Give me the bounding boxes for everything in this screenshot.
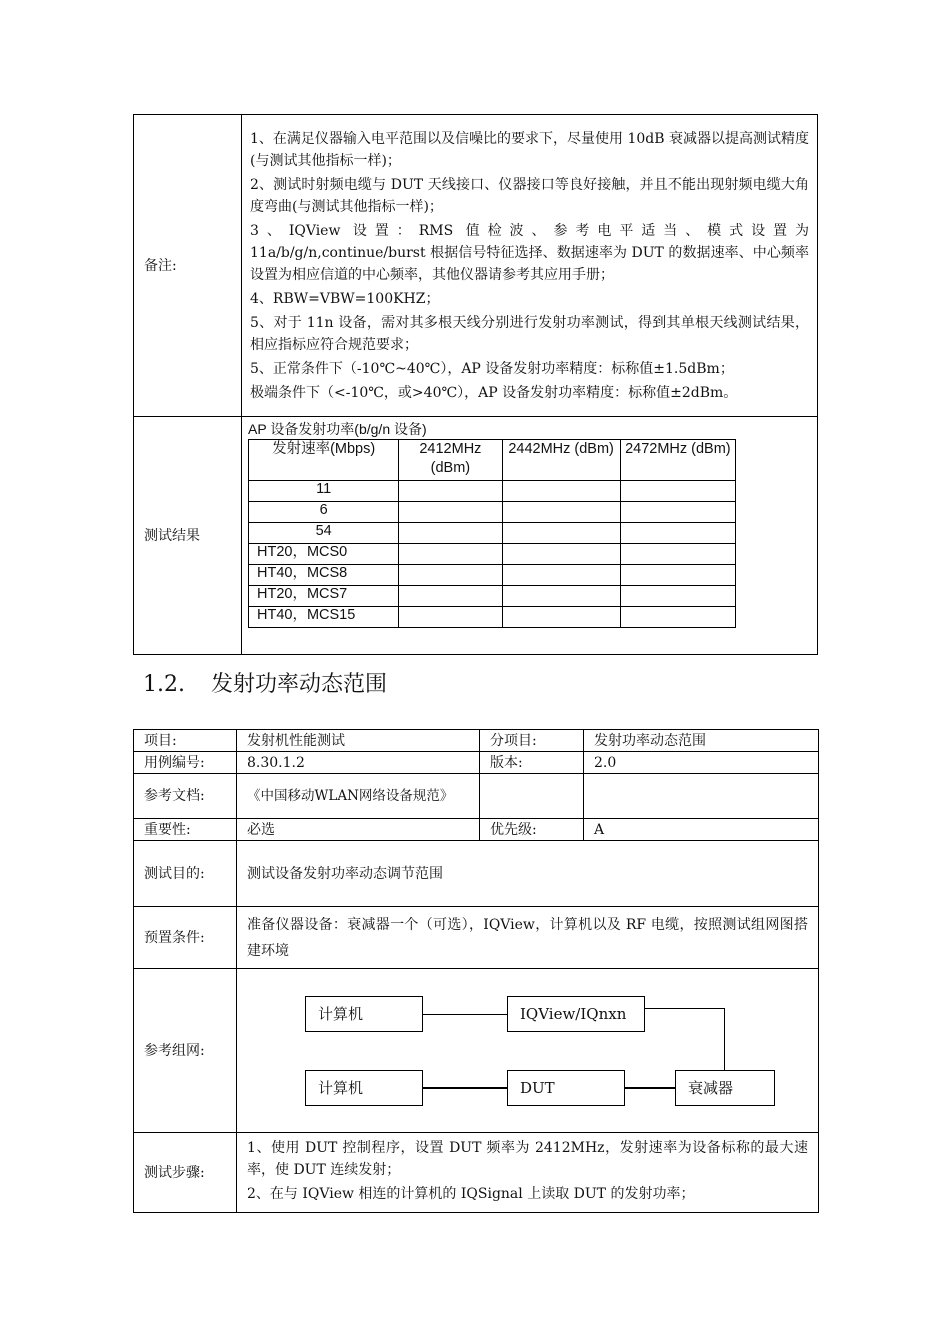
table-row: [249, 481, 736, 502]
power-table-header: [249, 440, 736, 481]
value-cell[interactable]: [399, 523, 502, 544]
value-cell[interactable]: [502, 607, 620, 628]
rate-cell: 54: [249, 523, 399, 544]
note-2: 2、测试时射频电缆与 DUT 天线接口、仪器接口等良好接触，并且不能出现射频电缆大角度弯曲(与测试其他指标一样)；: [250, 176, 809, 215]
section-number: 1.2.: [143, 672, 185, 697]
notes-content: [242, 115, 818, 417]
table-row: [249, 607, 736, 628]
value-cell[interactable]: [502, 523, 620, 544]
rate-cell: HT40，MCS8: [249, 565, 399, 586]
test-case-table: [133, 729, 819, 1213]
empty-cell: [584, 774, 819, 819]
case-id-value: 8.30.1.2: [237, 752, 480, 774]
dut-box: DUT: [507, 1070, 625, 1106]
note-4: 4、RBW=VBW=100KHZ；: [250, 290, 440, 307]
section-title: 发射功率动态范围: [211, 672, 388, 697]
connector-line: [625, 1087, 675, 1089]
note-6: 5、正常条件下（-10℃~40℃），AP 设备发射功率精度：标称值±1.5dBm；: [250, 360, 734, 377]
note-5: 5、对于 11n 设备，需对其多根天线分别进行发射功率测试，得到其单根天线测试结果，相应指标应符合规范要求；: [250, 314, 809, 353]
value-cell[interactable]: [399, 544, 502, 565]
value-cell[interactable]: [502, 565, 620, 586]
rate-cell: HT20，MCS0: [249, 544, 399, 565]
attenuator-box: 衰减器: [675, 1070, 775, 1106]
version-label: 版本:: [480, 752, 584, 774]
priority-label: 优先级:: [480, 819, 584, 841]
item-value: 发射机性能测试: [237, 730, 480, 752]
value-cell[interactable]: [620, 586, 735, 607]
steps-label: 测试步骤:: [134, 1133, 237, 1213]
step-2: 2、在与 IQView 相连的计算机的 IQSignal 上读取 DUT 的发射功率；: [247, 1186, 695, 1202]
network-label: 参考组网:: [134, 969, 237, 1133]
value-cell[interactable]: [399, 607, 502, 628]
value-cell[interactable]: [502, 481, 620, 502]
header-rate: 发射速率(Mbps): [249, 440, 399, 481]
rate-cell: HT40，MCS15: [249, 607, 399, 628]
importance-label: 重要性:: [134, 819, 237, 841]
note-1: 1、在满足仪器输入电平范围以及信噪比的要求下，尽量使用 10dB 衰减器以提高测试精度(与测试其他指标一样)；: [250, 130, 809, 169]
table-row: [249, 586, 736, 607]
steps-value: [237, 1133, 819, 1213]
table-row: [249, 502, 736, 523]
value-cell[interactable]: [399, 586, 502, 607]
value-cell[interactable]: [620, 523, 735, 544]
note-7: 极端条件下（<-10℃，或>40℃），AP 设备发射功率精度：标称值±2dBm。: [250, 384, 738, 401]
result-title: AP 设备发射功率(b/g/n 设备): [248, 421, 427, 437]
value-cell[interactable]: [399, 502, 502, 523]
notes-results-table: [133, 114, 818, 655]
value-cell[interactable]: [502, 502, 620, 523]
doc-label: 参考文档:: [134, 774, 237, 819]
result-label: 测试结果: [134, 417, 242, 655]
purpose-label: 测试目的:: [134, 841, 237, 907]
value-cell[interactable]: [620, 607, 735, 628]
doc-value: 《中国移动WLAN网络设备规范》: [237, 774, 480, 819]
subitem-value: 发射功率动态范围: [584, 730, 819, 752]
network-diagram: [237, 969, 819, 1133]
table-row: [249, 544, 736, 565]
precondition-label: 预置条件:: [134, 907, 237, 969]
connector-line: [645, 1008, 725, 1009]
table-row: [249, 523, 736, 544]
connector-line: [724, 1008, 725, 1070]
subitem-label: 分项目:: [480, 730, 584, 752]
priority-value: A: [584, 819, 819, 841]
purpose-value: 测试设备发射功率动态调节范围: [237, 841, 819, 907]
precondition-text: 准备仪器设备：衰减器一个（可选），IQView，计算机以及 RF 电缆，按照测试组网图搭建环境: [247, 916, 808, 959]
connector-line: [423, 1087, 507, 1089]
table-row: [249, 565, 736, 586]
result-content: [242, 417, 818, 655]
header-2472: 2472MHz (dBm): [620, 440, 735, 481]
iqview-box: IQView/IQnxn: [507, 996, 645, 1032]
header-2442: 2442MHz (dBm): [502, 440, 620, 481]
rate-cell: 6: [249, 502, 399, 523]
computer-bottom-box: 计算机: [305, 1070, 423, 1106]
empty-cell: [480, 774, 584, 819]
importance-value: 必选: [237, 819, 480, 841]
connector-line: [423, 1014, 507, 1015]
computer-top-box: 计算机: [305, 996, 423, 1032]
precondition-value: [237, 907, 819, 969]
value-cell[interactable]: [620, 544, 735, 565]
version-value: 2.0: [584, 752, 819, 774]
item-label: 项目:: [134, 730, 237, 752]
value-cell[interactable]: [620, 481, 735, 502]
note-3: 3、IQView 设置：RMS 值检波、参考电平适当、模式设置为 11a/b/g/n,continue/burst 根据信号特征选择、数据速率为 DUT 的数据速率、中心频率设置为相应信道的中心频率，其他仪器请参考其应用手册；: [250, 222, 809, 283]
step-1: 1、使用 DUT 控制程序，设置 DUT 频率为 2412MHz，发射速率为设备标称的最大速率，使 DUT 连续发射；: [247, 1140, 808, 1178]
header-2412: 2412MHz (dBm): [399, 440, 502, 481]
value-cell[interactable]: [399, 481, 502, 502]
section-heading: [143, 669, 387, 701]
rate-cell: 11: [249, 481, 399, 502]
power-table: [248, 439, 736, 628]
value-cell[interactable]: [620, 502, 735, 523]
rate-cell: HT20，MCS7: [249, 586, 399, 607]
value-cell[interactable]: [620, 565, 735, 586]
value-cell[interactable]: [399, 565, 502, 586]
notes-label: 备注:: [134, 115, 242, 417]
case-id-label: 用例编号:: [134, 752, 237, 774]
value-cell[interactable]: [502, 586, 620, 607]
value-cell[interactable]: [502, 544, 620, 565]
